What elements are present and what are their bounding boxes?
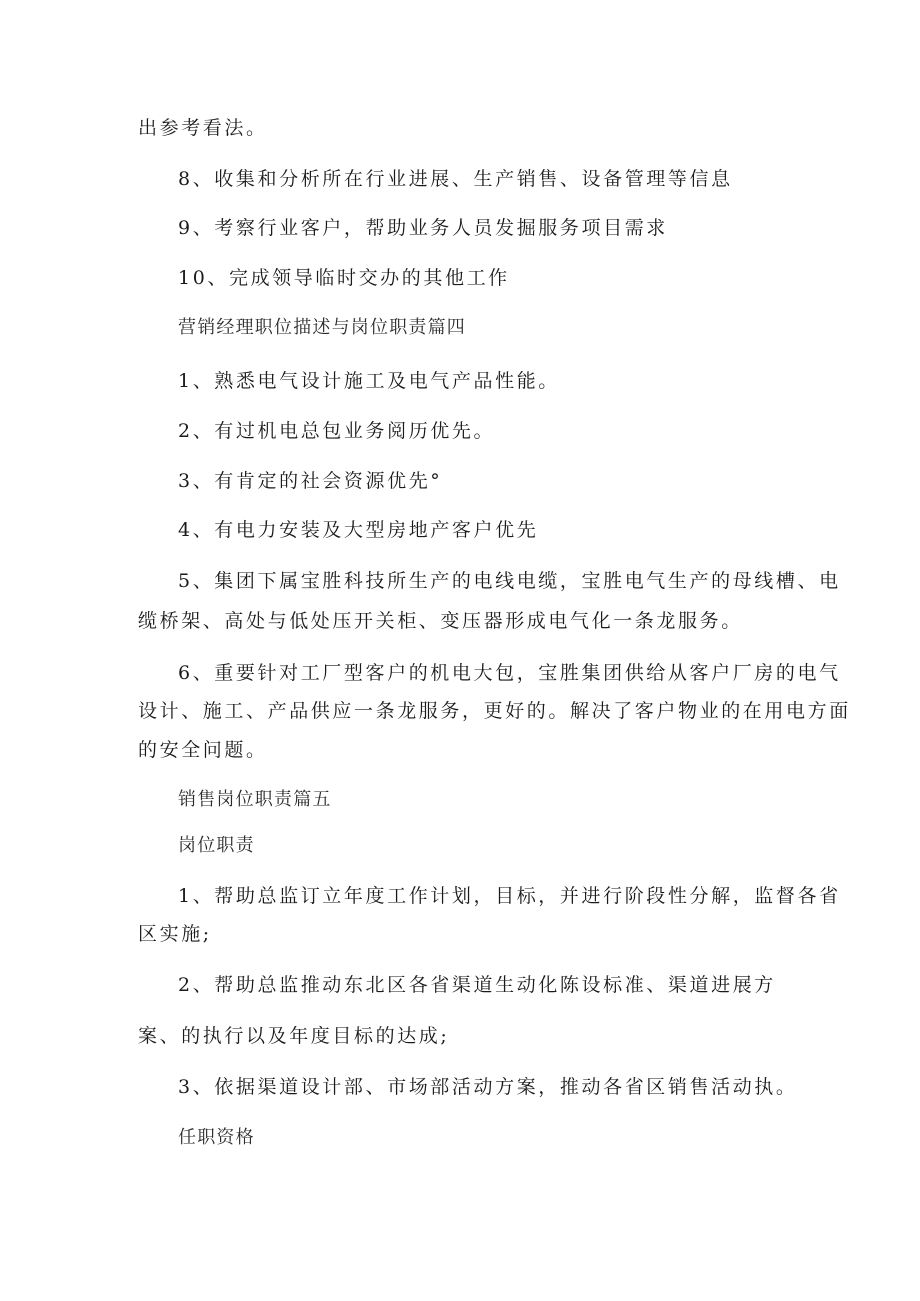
list-item: 10、完成领导临时交办的其他工作	[178, 267, 510, 289]
list-item: 3、依据渠道设计部、市场部活动方案，推动各省区销售活动执。	[178, 1076, 798, 1098]
text-line: 案、的执行以及年度目标的达成;	[138, 1025, 450, 1047]
list-item: 1、帮助总监订立年度工作计划，目标，并进行阶段性分解，监督各省	[178, 885, 841, 907]
section-heading: 岗位职责	[178, 835, 255, 856]
list-item: 4、有电力安装及大型房地产客户优先	[178, 519, 539, 541]
list-item: 3、有肯定的社会资源优先°	[178, 470, 443, 492]
section-heading: 营销经理职位描述与岗位职责篇四	[178, 317, 466, 338]
text-line: 出参考看法。	[138, 117, 268, 139]
text-line: 设计、施工、产品供应一条龙服务，更好的。解决了客户物业的在用电方面	[138, 700, 851, 722]
text-line: 的安全问题。	[138, 739, 268, 761]
list-item: 1、熟悉电气设计施工及电气产品性能。	[178, 370, 560, 392]
list-item: 6、重要针对工厂型客户的机电大包，宝胜集团供给从客户厂房的电气	[178, 662, 841, 684]
section-heading: 任职资格	[178, 1127, 255, 1148]
section-heading: 销售岗位职责篇五	[178, 789, 332, 810]
list-item: 2、有过机电总包业务阅历优先。	[178, 420, 496, 442]
text-line: 区实施;	[138, 923, 212, 945]
text-line: 缆桥架、高处与低处压开关柜、变压器形成电气化一条龙服务。	[138, 610, 743, 632]
list-item: 9、考察行业客户，帮助业务人员发掘服务项目需求	[178, 217, 668, 239]
list-item: 8、收集和分析所在行业进展、生产销售、设备管理等信息	[178, 168, 733, 190]
list-item: 2、帮助总监推动东北区各省渠道生动化陈设标准、渠道进展方	[178, 974, 776, 996]
list-item: 5、集团下属宝胜科技所生产的电线电缆，宝胜电气生产的母线槽、电	[178, 570, 841, 592]
